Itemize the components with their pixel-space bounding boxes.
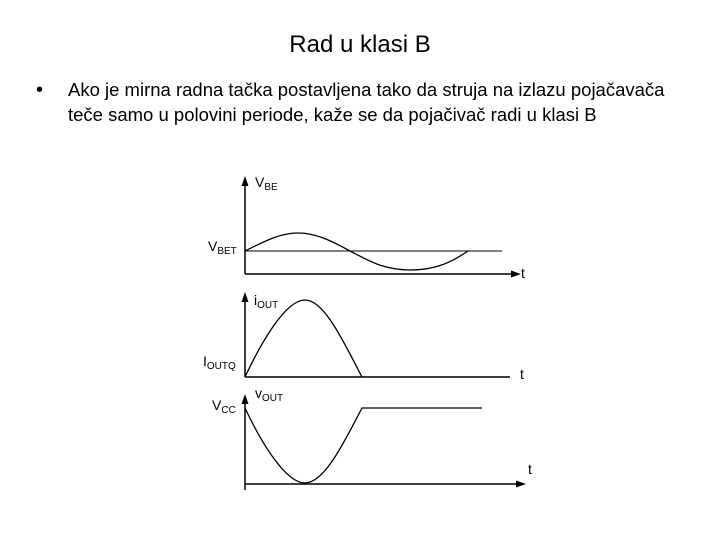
ioutq-label: $I_{OUTQ}$: [203, 353, 236, 372]
vbe-axis-label: $V_{BE}$: [255, 174, 278, 193]
t-label-3: t: [528, 461, 532, 477]
bullet-text: Ako je mirna radna tačka postavljena tako da struja na izlazu pojačavača teče samo u polovini periode, kaže se da pojačivač radi u klasi B: [68, 79, 665, 125]
vout-y-axis-arrowhead: [242, 394, 249, 404]
bullet-dot: •: [36, 79, 44, 101]
vout-t-axis-arrowhead: [516, 481, 526, 488]
t-label-2: t: [520, 366, 524, 382]
vbe-y-axis-arrowhead: [242, 176, 249, 186]
vout-half-wave: [245, 408, 482, 483]
slide-title: Rad u klasi B: [289, 31, 431, 58]
iout-half-wave: [245, 300, 362, 377]
t-label-1: t: [521, 265, 525, 281]
iout-axis-label: $i_{OUT}$: [254, 292, 279, 311]
vout-graph: [212, 385, 532, 490]
vbe-t-axis-arrowhead: [511, 271, 521, 278]
iout-graph: [203, 292, 524, 382]
iout-y-axis-arrowhead: [242, 292, 249, 302]
vbe-graph: [208, 174, 525, 281]
vbet-label: $V_{BET}$: [208, 238, 237, 257]
vout-axis-label: $v_{OUT}$: [255, 385, 284, 404]
vcc-label: $V_{CC}$: [212, 397, 236, 416]
